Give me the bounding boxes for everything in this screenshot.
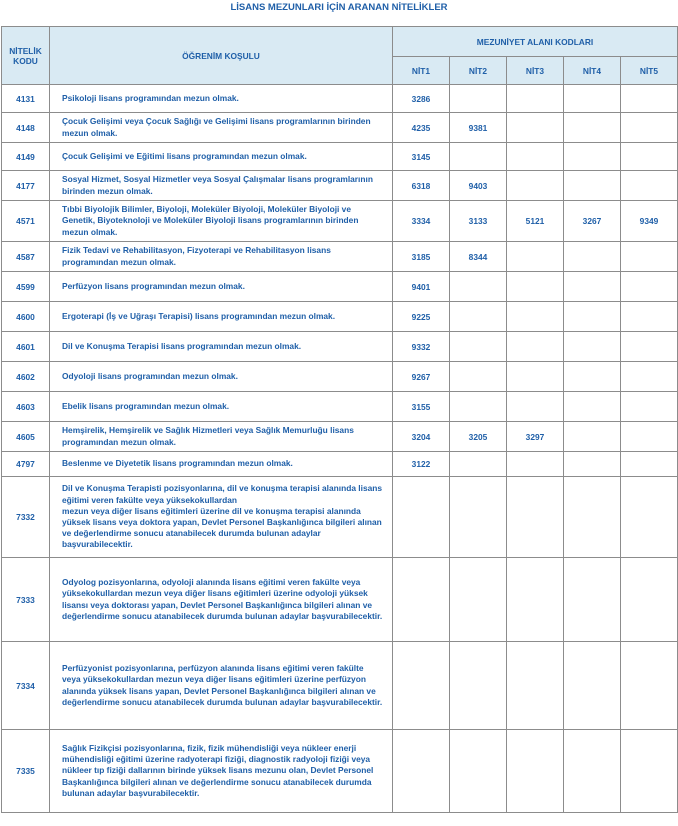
row-nit5 — [621, 113, 678, 143]
row-nit3 — [507, 452, 564, 477]
row-nit3 — [507, 558, 564, 642]
table-row — [2, 642, 678, 730]
row-nit1: 3145 — [393, 143, 450, 171]
row-code: 7332 — [2, 477, 50, 558]
row-code: 7333 — [2, 558, 50, 642]
row-condition: Ebelik lisans programından mezun olmak. — [50, 392, 393, 422]
row-nit3 — [507, 392, 564, 422]
row-nit5 — [621, 558, 678, 642]
row-nit5 — [621, 362, 678, 392]
row-nit1: 3185 — [393, 242, 450, 272]
row-code: 4149 — [2, 143, 50, 171]
table-row — [2, 85, 678, 113]
table-row — [2, 452, 678, 477]
row-nit3 — [507, 642, 564, 730]
row-code: 4148 — [2, 113, 50, 143]
table-row — [2, 201, 678, 242]
table-row — [2, 113, 678, 143]
row-nit5 — [621, 272, 678, 302]
row-nit3: 3297 — [507, 422, 564, 452]
row-code: 4602 — [2, 362, 50, 392]
row-code: 4131 — [2, 85, 50, 113]
row-nit2 — [450, 332, 507, 362]
row-condition: Hemşirelik, Hemşirelik ve Sağlık Hizmetleri veya Sağlık Memurluğu lisans programından mezun olmak. — [50, 422, 393, 452]
row-nit5 — [621, 452, 678, 477]
row-nit1: 3204 — [393, 422, 450, 452]
row-code: 4587 — [2, 242, 50, 272]
row-code: 4603 — [2, 392, 50, 422]
row-nit1: 4235 — [393, 113, 450, 143]
row-nit2: 8344 — [450, 242, 507, 272]
row-code: 4600 — [2, 302, 50, 332]
row-nit5 — [621, 642, 678, 730]
row-nit4 — [564, 332, 621, 362]
table-row — [2, 143, 678, 171]
row-nit3 — [507, 171, 564, 201]
row-nit2 — [450, 477, 507, 558]
header-nit4: NİT4 — [564, 57, 621, 85]
row-code: 4605 — [2, 422, 50, 452]
row-nit3 — [507, 242, 564, 272]
row-nit5 — [621, 242, 678, 272]
row-nit4 — [564, 143, 621, 171]
row-condition: Odyoloji lisans programından mezun olmak. — [50, 362, 393, 392]
row-nit5 — [621, 332, 678, 362]
row-nit4 — [564, 85, 621, 113]
row-nit5 — [621, 85, 678, 113]
page-title: LİSANS MEZUNLARI İÇİN ARANAN NİTELİKLER — [230, 2, 448, 13]
row-nit3 — [507, 730, 564, 813]
row-condition: Fizik Tedavi ve Rehabilitasyon, Fizyoterapi ve Rehabilitasyon lisans programından mezun olmak. — [50, 242, 393, 272]
row-nit4: 3267 — [564, 201, 621, 242]
row-condition: Tıbbi Biyolojik Bilimler, Biyoloji, Moleküler Biyoloji, Moleküler Biyoloji ve Genetik, Biyoteknoloji ve Moleküler Biyoloji lisans programlarının birinden mezun olmak. — [50, 201, 393, 242]
row-nit1 — [393, 642, 450, 730]
row-nit1: 3334 — [393, 201, 450, 242]
row-nit1: 9332 — [393, 332, 450, 362]
row-nit5 — [621, 302, 678, 332]
row-nit1: 3155 — [393, 392, 450, 422]
row-nit2 — [450, 642, 507, 730]
table-row — [2, 302, 678, 332]
header-nit3: NİT3 — [507, 57, 564, 85]
row-condition: Çocuk Gelişimi veya Çocuk Sağlığı ve Gelişimi lisans programlarının birinden mezun olmak. — [50, 113, 393, 143]
row-nit4 — [564, 422, 621, 452]
row-condition: Ergoterapi (İş ve Uğraşı Terapisi) lisans programından mezun olmak. — [50, 302, 393, 332]
row-nit2 — [450, 392, 507, 422]
row-nit4 — [564, 171, 621, 201]
row-nit2 — [450, 730, 507, 813]
row-nit5 — [621, 392, 678, 422]
row-nit1: 3122 — [393, 452, 450, 477]
row-code: 7334 — [2, 642, 50, 730]
table-row — [2, 362, 678, 392]
row-nit1 — [393, 558, 450, 642]
row-nit2 — [450, 452, 507, 477]
table-row — [2, 392, 678, 422]
table-row — [2, 477, 678, 558]
row-nit3 — [507, 113, 564, 143]
row-nit3 — [507, 85, 564, 113]
row-nit2 — [450, 362, 507, 392]
row-nit4 — [564, 362, 621, 392]
row-nit5 — [621, 477, 678, 558]
row-condition: Perfüzyon lisans programından mezun olmak. — [50, 272, 393, 302]
table-row — [2, 171, 678, 201]
table-row — [2, 272, 678, 302]
row-nit1: 9225 — [393, 302, 450, 332]
row-nit4 — [564, 113, 621, 143]
row-nit4 — [564, 302, 621, 332]
table-row — [2, 242, 678, 272]
row-code: 4797 — [2, 452, 50, 477]
row-condition: Odyolog pozisyonlarına, odyoloji alanında lisans eğitimi veren fakülte veya yüksekokullardan mezun veya diğer lisans eğitimleri üzerine odyoloji yüksek lisansı veya doktorası yapan, Devlet Personel Başkanlığınca bilgileri alınan ve değerlendirme sonucu atanabilecek durumda bulunan adaylar başvurabilecektir. — [50, 558, 393, 642]
row-nit3 — [507, 477, 564, 558]
row-nit4 — [564, 477, 621, 558]
row-nit1: 6318 — [393, 171, 450, 201]
row-nit4 — [564, 730, 621, 813]
row-nit5 — [621, 143, 678, 171]
row-condition: Sosyal Hizmet, Sosyal Hizmetler veya Sosyal Çalışmalar lisans programlarının birinden mezun olmak. — [50, 171, 393, 201]
row-nit4 — [564, 242, 621, 272]
row-nit5 — [621, 422, 678, 452]
row-nit1: 3286 — [393, 85, 450, 113]
row-nit3 — [507, 302, 564, 332]
row-nit2: 9403 — [450, 171, 507, 201]
row-nit1 — [393, 730, 450, 813]
table-row — [2, 422, 678, 452]
row-nit2: 9381 — [450, 113, 507, 143]
row-nit3: 5121 — [507, 201, 564, 242]
row-nit4 — [564, 392, 621, 422]
header-condition: ÖĞRENİM KOŞULU — [50, 27, 393, 85]
row-nit3 — [507, 143, 564, 171]
row-condition: Dil ve Konuşma Terapisi lisans programından mezun olmak. — [50, 332, 393, 362]
row-nit3 — [507, 362, 564, 392]
row-condition: Dil ve Konuşma Terapisti pozisyonlarına, dil ve konuşma terapisi alanında lisans eğitimi veren fakülte veya yüksekokullardan mezun veya diğer lisans eğitimleri üzerine dil ve konuşma terapisi alanında yüksek lisans veya doktora yapan, Devlet Personel Başkanlığınca bilgileri alınan ve değerlendirme sonucu atanabilecek durumda bulunan adaylar başvurabilecektir. — [50, 477, 393, 558]
row-nit2 — [450, 558, 507, 642]
table-row — [2, 332, 678, 362]
row-nit2 — [450, 85, 507, 113]
row-nit1: 9401 — [393, 272, 450, 302]
row-nit2: 3133 — [450, 201, 507, 242]
header-nit1: NİT1 — [393, 57, 450, 85]
row-condition: Psikoloji lisans programından mezun olmak. — [50, 85, 393, 113]
row-condition: Sağlık Fizikçisi pozisyonlarına, fizik, fizik mühendisliği veya nükleer enerji mühendisliği eğitimi üzerine radyoterapi fiziği, diagnostik radyoloji fiziği veya nükleer tıp fiziği dallarının birinde yüksek lisans mezunu olan, Devlet Personel Başkanlığınca bilgileri alınan ve değerlendirme sonucu atanabilecek durumda bulunan adaylar başvurabilecektir. — [50, 730, 393, 813]
row-nit2 — [450, 302, 507, 332]
header-nit5: NİT5 — [621, 57, 678, 85]
header-code — [2, 27, 50, 85]
header-group: MEZUNİYET ALANI KODLARI — [393, 27, 678, 57]
row-condition: Beslenme ve Diyetetik lisans programından mezun olmak. — [50, 452, 393, 477]
row-nit5 — [621, 730, 678, 813]
row-nit4 — [564, 452, 621, 477]
row-nit1 — [393, 477, 450, 558]
row-nit2 — [450, 143, 507, 171]
row-condition: Perfüzyonist pozisyonlarına, perfüzyon alanında lisans eğitimi veren fakülte veya yüksekokullardan mezun veya diğer lisans eğitimleri üzerine perfüzyon alanında yüksek lisans yapan, Devlet Personel Başkanlığınca bilgileri alınan ve değerlendirme sonucu atanabilecek durumda bulunan adaylar başvurabilecektir. — [50, 642, 393, 730]
row-code: 4571 — [2, 201, 50, 242]
row-nit3 — [507, 272, 564, 302]
row-nit4 — [564, 642, 621, 730]
table-row — [2, 558, 678, 642]
row-nit4 — [564, 272, 621, 302]
row-condition: Çocuk Gelişimi ve Eğitimi lisans programından mezun olmak. — [50, 143, 393, 171]
row-nit1: 9267 — [393, 362, 450, 392]
row-nit2 — [450, 272, 507, 302]
row-code: 4599 — [2, 272, 50, 302]
row-nit5: 9349 — [621, 201, 678, 242]
row-nit2: 3205 — [450, 422, 507, 452]
qualifications-table — [1, 26, 678, 813]
row-code: 4177 — [2, 171, 50, 201]
row-nit4 — [564, 558, 621, 642]
row-code: 7335 — [2, 730, 50, 813]
header-nit2: NİT2 — [450, 57, 507, 85]
table-row — [2, 730, 678, 813]
row-nit3 — [507, 332, 564, 362]
table-body — [2, 85, 678, 813]
row-nit5 — [621, 171, 678, 201]
row-code: 4601 — [2, 332, 50, 362]
header-code-label: NİTELİK KODU — [9, 45, 42, 66]
